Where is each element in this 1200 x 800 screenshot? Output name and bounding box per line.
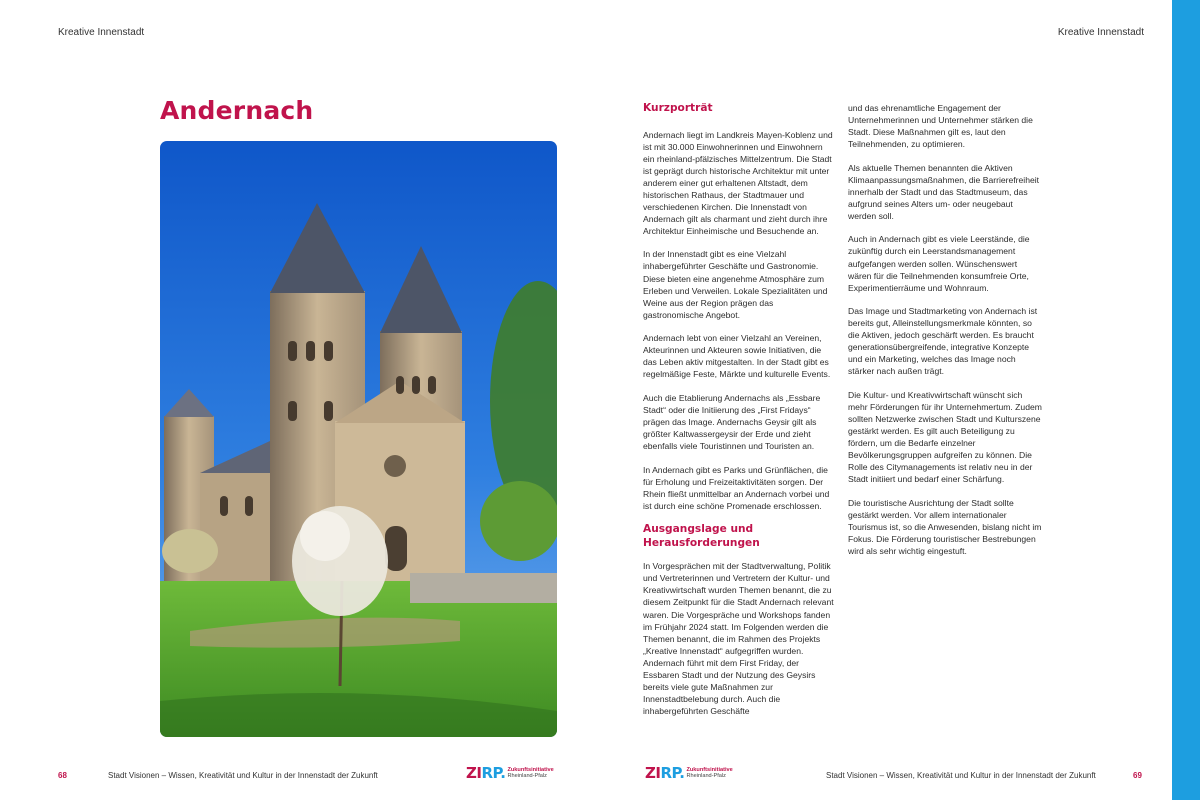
running-head-left: Kreative Innenstadt — [58, 27, 145, 38]
logo-text: Zukunftsinitiative Rheinland-Pfalz — [507, 766, 554, 779]
paragraph: In der Innenstadt gibt es eine Vielzahl inhabergeführter Geschäfte und Gastronomie. Diese bieten eine angenehme Atmosphäre zum Erleben und Verweilen. Lokale Spezialitäten und Weine aus der Region prägen das gastronomische Angebot. — [643, 249, 828, 320]
footer-text-left: Stadt Visionen – Wissen, Kreativität und Kultur in der Innenstadt der Zukunft — [108, 771, 378, 780]
logo-mark: ZIRP. — [466, 764, 506, 782]
paragraph: Das Image und Stadtmarketing von Andernach ist bereits gut, Alleinstellungsmerkmale könnten, so die Aktiven, jedoch geschärft werden. Es braucht generationsübergreifende, integrative Konzepte und ein Marketing, welches das Image noch stärker nach außen trägt. — [848, 306, 1038, 377]
paragraph: Auch die Etablierung Andernachs als „Essbare Stadt“ oder die Initiierung des „First Fridays“ prägen das Image. Andernachs Geysir gilt als größter Kaltwassergeysir der Erde und zieht ebenfalls viele Touristinnen und Touristen an. — [643, 392, 821, 452]
edge-color-bar — [1172, 0, 1200, 800]
paragraph: Als aktuelle Themen benannten die Aktiven Klimaanpassungsmaßnahmen, die Barrierefreiheit innerhalb der Stadt und das Stadtmuseum, das aufgrund seines Alters um- oder neugebaut werden soll. — [848, 162, 1040, 221]
text-column-2 — [848, 102, 1042, 569]
church-photo — [160, 141, 557, 737]
paragraph: Auch in Andernach gibt es viele Leerstände, die zukünftig durch ein Leerstandsmanagement aufgefangen werden sollen. Wünschenswert wären für die Teilnehmenden konsumfreie Orte, Experimentierräume und Wohnraum. — [848, 234, 1030, 293]
page-number-left: 68 — [58, 771, 67, 780]
paragraph: Die touristische Ausrichtung der Stadt sollte gestärkt werden. Vor allem internationaler Tourismus ist, so die Anwesenden, bislang nicht im Fokus. Die Förderung touristischer Bestrebungen wird als sehr wichtig eingestuft. — [848, 497, 1042, 556]
paragraph: Andernach führt mit dem First Friday, der Essbaren Stadt und der Nutzung des Geysirs bereits viele gute Maßnahmen zur Innenstadtbelebung durch. Auch die inhabergeführten Geschäfte — [643, 657, 816, 716]
paragraph: und das ehrenamtliche Engagement der Unternehmerinnen und Unternehmer stärken die Stadt. Diese Maßnahmen gilt es, laut den Teilnehmenden, zu optimieren. — [848, 103, 1033, 150]
page-number-right: 69 — [1133, 771, 1142, 780]
paragraph: Die Kultur- und Kreativwirtschaft wünscht sich mehr Förderungen für ihr Unternehmertum. Zudem sollten Netzwerke zwischen Stadt und Kulturszene gestärkt werden. Es gilt auch Beteiligung zu fördern, um die Bedarfe einzelner Bevölkerungsgruppen aufgreifen zu können. Die Rolle des Citymanagements ist relativ neu in der Stadt initiiert und bedarf einer Schärfung. — [848, 389, 1042, 485]
logo-text: Zukunftsinitiative Rheinland-Pfalz — [686, 766, 733, 779]
zirp-logo-left — [466, 765, 554, 781]
paragraph: Andernach liegt im Landkreis Mayen-Koblenz und ist mit 30.000 Einwohnerinnen und Einwohnern ein rheinland-pfälzisches Mittelzentrum. Die Stadt ist geprägt durch historische Architektur mit unter anderem einer gut erhaltenen Altstadt, dem historischen Rathaus, der Stadtmauer und verschiedenen Kirchen. Die Innenstadt von Andernach gilt als charmant und zieht durch ihre Architektur Einheimische und Besuchende an. — [643, 129, 833, 236]
running-head-right: Kreative Innenstadt — [1057, 27, 1144, 38]
paragraph: In Andernach gibt es Parks und Grünflächen, die für Erholung und Freizeitaktivitäten sorgen. Der Rhein fließt unmittelbar an Andernach vorbei und ist durch eine schöne Promenade erschlossen. — [643, 464, 830, 511]
section-heading-ausgangslage: Ausgangslage und Herausforderungen — [643, 523, 760, 549]
footer-text-right: Stadt Visionen – Wissen, Kreativität und Kultur in der Innenstadt der Zukunft — [826, 771, 1096, 780]
paragraph: Andernach lebt von einer Vielzahl an Vereinen, Akteurinnen und Akteuren sowie Initiativen, die das Leben aktiv mitgestalten. In der Stadt gibt es regelmäßige Feste, Märkte und kulturelle Events. — [643, 333, 831, 380]
right-page — [600, 0, 1172, 800]
text-column-1 — [643, 102, 835, 728]
logo-mark: ZIRP. — [645, 764, 685, 782]
section-heading-kurzportraet: Kurzporträt — [643, 102, 713, 114]
zirp-logo-right — [645, 765, 733, 781]
page-title: Andernach — [160, 96, 314, 125]
paragraph: In Vorgesprächen mit der Stadtverwaltung, Politik und Vertreterinnen und Vertretern der Kultur- und Kreativwirtschaft wurden Themen benannt, die zu diesem Zeitpunkt für die Stadt Andernach relevant waren. Die Vorgespräche und Workshops fanden im Frühjahr 2024 statt. Im Folgenden werden die Themen benannt, die im Rahmen des Projekts „Kreative Innenstadt“ aufgegriffen wurden. — [643, 561, 834, 656]
